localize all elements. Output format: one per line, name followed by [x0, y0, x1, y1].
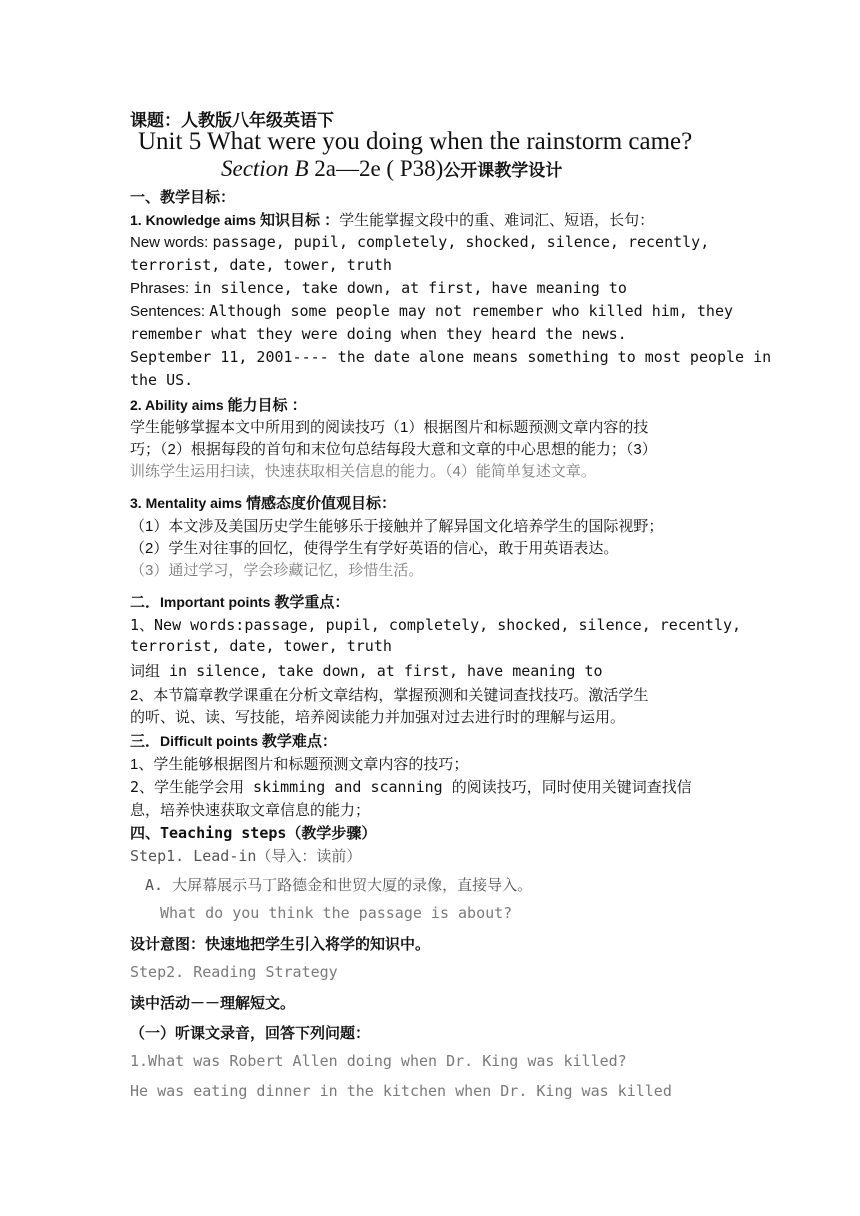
- difficult-line-1: 1、学生能够根据图片和标题预测文章内容的技巧；: [130, 756, 469, 773]
- knowledge-aims: [130, 209, 654, 230]
- listen-instruction: （一）听课文录音，回答下列问题：: [130, 1025, 371, 1042]
- new-words-line-2: terrorist, date, tower, truth: [130, 256, 392, 274]
- mentality-line-1: （1）本文涉及美国历史学生能够乐于接触并了解异国文化培养学生的国际视野；: [130, 518, 664, 535]
- design-intent: 设计意图：快速地把学生引入将学的知识中。: [130, 936, 431, 953]
- question-1: 1.What was Robert Allen doing when Dr. King was killed?: [130, 1052, 627, 1070]
- section-label: Section B: [221, 156, 309, 181]
- important-line-2: terrorist, date, tower, truth: [130, 637, 392, 655]
- ability-aims: [130, 394, 307, 415]
- mentality-label: 3. Mentality aims: [130, 495, 246, 511]
- sept-line-2: the US.: [130, 371, 194, 389]
- important-heading-cn: 教学重点：: [274, 594, 350, 611]
- knowledge-label-cn: 知识目标 ：: [259, 212, 340, 229]
- new-words-line: [130, 233, 709, 252]
- difficult-heading: [130, 730, 337, 751]
- answer-1: He was eating dinner in the kitchen when Dr. King was killed: [130, 1082, 672, 1100]
- sentences-label: Sentences:: [130, 303, 210, 320]
- ability-line-2: 巧；（2）根据每段的首句和末位句总结每段大意和文章的中心思想的能力；（3）: [130, 441, 657, 458]
- section-title: [221, 156, 562, 182]
- mentality-label-cn: 情感态度价值观目标：: [245, 495, 396, 512]
- important-line-1: [130, 614, 741, 635]
- sentences-line-2: remember what they were doing when they heard the news.: [130, 325, 627, 343]
- phrases-text: in silence, take down, at first, have meaning to: [193, 279, 627, 297]
- steps-heading: 四、Teaching steps（教学步骤）: [130, 824, 377, 842]
- important-heading-en: Important points: [160, 594, 275, 610]
- mentality-line-3: （3）通过学习，学会珍藏记忆，珍惜生活。: [130, 562, 424, 579]
- while-reading: 读中活动－－理解短文。: [130, 995, 296, 1012]
- important-line-5: 的听、说、读、写技能，培养阅读能力并加强对过去进行时的理解与运用。: [130, 709, 626, 726]
- mentality-line-2: （2）学生对往事的回忆，使得学生有学好英语的信心，敢于用英语表达。: [130, 540, 619, 557]
- mentality-aims: [130, 492, 396, 513]
- important-heading: [130, 591, 349, 612]
- phrases-line: [130, 279, 627, 298]
- difficult-line-3: 息，培养快速获取文章信息的能力；: [130, 802, 371, 819]
- section-pages: 2a—2e ( P38): [308, 156, 444, 181]
- phrases-label: Phrases:: [130, 280, 194, 297]
- step1-question: What do you think the passage is about?: [160, 904, 513, 922]
- ability-label: 2. Ability aims: [130, 397, 228, 413]
- ability-line-3: 训练学生运用扫读，快速获取相关信息的能力。（4）能简单复述文章。: [130, 463, 596, 480]
- ability-line-1: 学生能够掌握本文中所用到的阅读技巧（1）根据图片和标题预测文章内容的技: [130, 419, 649, 436]
- lesson-topic: 课题：人教版八年级英语下: [130, 111, 334, 130]
- step1-item-a: A. 大屏幕展示马丁路德金和世贸大厦的录像，直接导入。: [145, 876, 533, 894]
- sept-line-1: September 11, 2001---- the date alone means something to most people in: [130, 348, 772, 366]
- important-words: 1、New words:passage, pupil, completely, shocked, silence, recently,: [130, 616, 742, 634]
- step2-title: Step2. Reading Strategy: [130, 963, 338, 981]
- important-heading-num: 二．: [130, 594, 161, 611]
- new-words-label: New words:: [130, 234, 213, 251]
- important-line-4: 2、本节篇章教学课重在分析文章结构，掌握预测和关键词查找技巧。激活学生: [130, 687, 649, 704]
- unit-title: Unit 5 What were you doing when the rainstorm came?: [138, 128, 693, 155]
- new-words-text: passage, pupil, completely, shocked, silence, recently,: [212, 233, 710, 251]
- difficult-heading-en: Difficult points: [160, 733, 262, 749]
- sentences-text: Although some people may not remember who killed him, they: [209, 302, 734, 320]
- difficult-heading-num: 三．: [130, 733, 161, 750]
- difficult-line-2-text: 2、学生能学会用 skimming and scanning 的阅读技巧，同时使用关键词查找信: [130, 778, 692, 796]
- knowledge-intro: 学生能掌握文段中的重、难词汇、短语，长句：: [339, 212, 655, 229]
- sentences-line: [130, 302, 733, 321]
- ability-label-cn: 能力目标 ：: [227, 397, 307, 414]
- difficult-heading-cn: 教学难点：: [261, 733, 337, 750]
- important-phrases: 词组 in silence, take down, at first, have meaning to: [130, 662, 603, 680]
- section-cn: 公开课教学设计: [443, 161, 563, 180]
- knowledge-label: 1. Knowledge aims: [130, 212, 260, 228]
- step1-title: Step1. Lead-in（导入：读前）: [130, 847, 362, 865]
- important-line-3: [130, 660, 603, 681]
- difficult-line-2: [130, 776, 692, 797]
- objectives-heading: 一、教学目标：: [130, 189, 236, 206]
